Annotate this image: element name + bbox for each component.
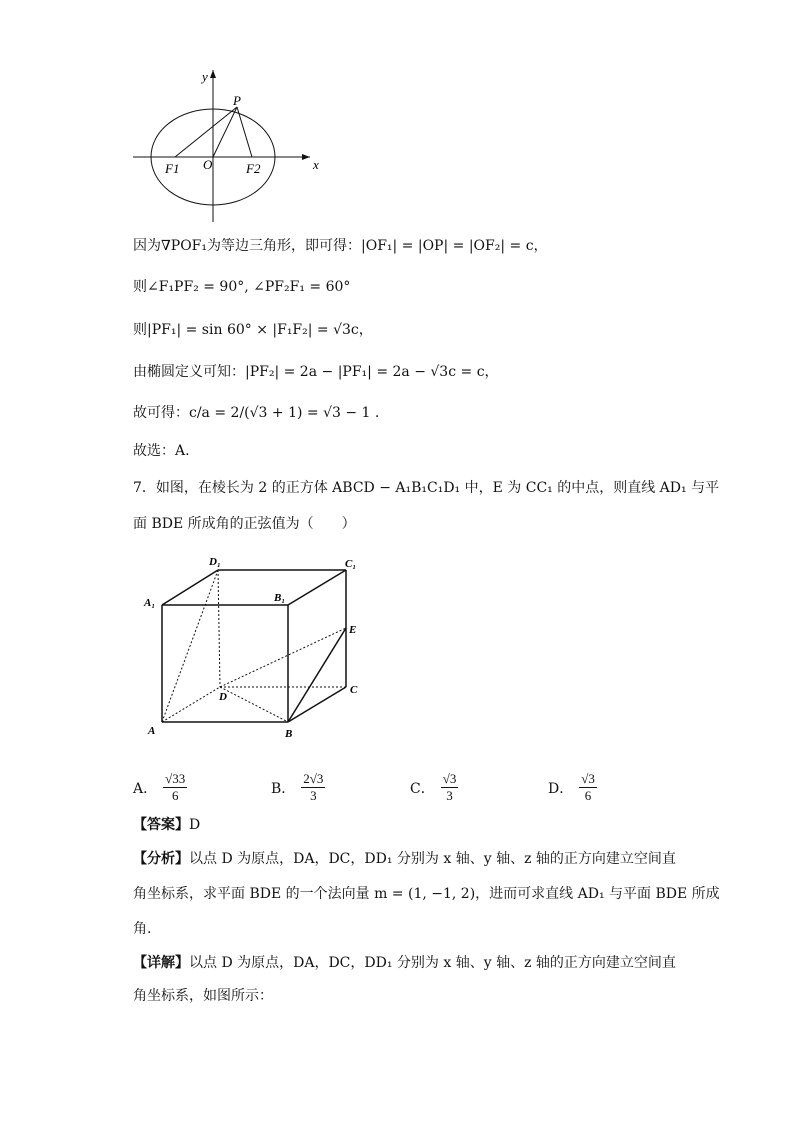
analysis-text-1: 以点 D 为原点，DA，DC，DD₁ 分别为 x 轴、y 轴、z 轴的正方向建立空间直 [189,851,676,867]
choice-b[interactable] [271,771,325,804]
analysis-line-2: 角坐标系，求平面 BDE 的一个法向量 m = (1, −1, 2)，进而可求直线 AD₁ 与平面 BDE 所成 [133,886,720,902]
question-7-line-1: 7．如图，在棱长为 2 的正方体 ABCD − A₁B₁C₁D₁ 中，E 为 CC₁ 的中点，则直线 AD₁ 与平 [133,480,720,496]
choice-c-denominator: 3 [446,788,453,803]
x-axis-arrow [302,154,310,160]
label-b: B [285,728,293,740]
hidden-segment-ad1 [162,570,218,722]
hidden-edge-d1d [218,570,220,687]
label-d: D [219,691,227,703]
detail-text-1: 以点 D 为原点，DA，DC，DD₁ 分别为 x 轴、y 轴、z 轴的正方向建立空间直 [189,955,676,971]
label-c: C [350,684,358,696]
edge-a1d1 [162,570,218,605]
edge-b1c1 [288,570,346,605]
solution-line-3: 则|PF₁| = sin 60° × |F₁F₂| = √3c， [133,322,373,338]
choice-d[interactable] [548,771,597,804]
detail-line-1 [133,953,676,973]
choice-c[interactable] [410,771,458,804]
choice-b-denominator: 3 [310,788,317,803]
choice-d-fraction [579,771,597,804]
segment-op [213,107,237,157]
solution-line-4: 由椭圆定义可知：|PF₂| = 2a − |PF₁| = 2a − √3c = c， [133,364,499,380]
question-7-line-2: 面 BDE 所成角的正弦值为（ ） [133,516,356,532]
choice-c-letter: C． [410,780,435,797]
choice-c-fraction [441,771,459,804]
label-d1: D₁ [209,556,221,568]
label-c1: C₁ [345,558,357,570]
choice-d-letter: D． [548,780,574,797]
label-p: P [233,93,241,108]
choice-a-denominator: 6 [171,788,179,803]
detail-tag: 【详解】 [133,955,189,971]
detail-line-2: 角坐标系，如图所示： [133,988,273,1004]
choice-a[interactable] [133,771,187,804]
analysis-tag: 【分析】 [133,851,189,867]
analysis-line-3: 角. [133,921,152,937]
analysis-line-1 [133,849,676,869]
answer-line [133,815,200,835]
choice-b-letter: B． [271,780,296,797]
solution-line-6: 故选：A. [133,443,190,459]
choice-b-numerator: 2√3 [303,771,324,786]
solution-line-5: 故可得：c/a = 2/(√3 + 1) = √3 − 1 . [133,405,380,421]
choice-a-fraction [163,771,187,804]
segment-f2p [237,107,252,157]
hidden-segment-db [220,687,288,722]
label-y: y [202,69,208,84]
label-f1: F1 [165,161,180,176]
label-a: A [148,725,156,737]
ellipse-figure [125,62,325,232]
cube-figure [140,550,370,745]
label-b1: B₁ [274,592,286,604]
choice-b-fraction [301,771,325,804]
choice-a-numerator: √33 [165,771,186,786]
answer-tag: 【答案】 [133,817,189,833]
hidden-edge-ad [162,687,220,722]
choice-c-numerator: √3 [442,771,457,786]
label-e: E [349,624,357,636]
choice-d-denominator: 6 [584,788,592,803]
choice-d-numerator: √3 [581,771,595,786]
label-x: x [313,157,319,172]
edge-bc [288,687,346,722]
choice-a-letter: A． [133,780,158,797]
solution-line-2: 则∠F₁PF₂ = 90°, ∠PF₂F₁ = 60° [133,279,351,295]
answer-value: D [189,817,201,833]
solution-line-1: 因为∇POF₁为等边三角形，即可得：|OF₁| = |OP| = |OF₂| = c， [133,238,548,254]
label-a1: A₁ [144,597,156,609]
segment-be [288,628,346,722]
y-axis-arrow [210,70,216,78]
label-o: O [203,157,213,172]
label-f2: F2 [246,161,261,176]
